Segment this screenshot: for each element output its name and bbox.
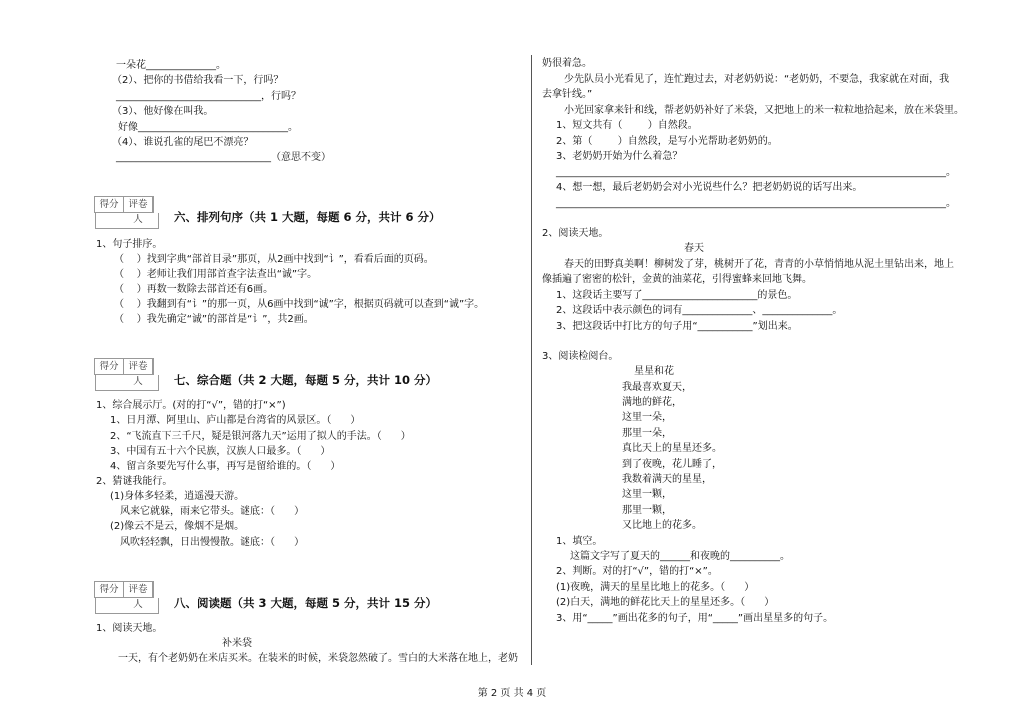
poem-line: 到了夜晚，花儿睡了，: [622, 459, 722, 470]
score-box: [94, 358, 154, 387]
passage-text: 春天的田野真美啊！柳树发了芽，桃树开了花，青青的小草悄悄地从泥土里钻出来，地上: [564, 259, 954, 270]
list-item: （ ）再数一数除去部首还有6画。: [114, 284, 274, 295]
answer-line: _______________________________（意思不变）: [116, 152, 331, 163]
question-line: 3、老奶奶开始为什么着急？: [556, 151, 683, 162]
list-item: 这篇文字写了夏天的______和夜晚的__________。: [570, 551, 790, 562]
score-label: 得分: [95, 359, 124, 374]
list-item: 2、这段话中表示颜色的词有______________、______________。: [556, 305, 843, 316]
poem-line: 这里一颗，: [622, 489, 672, 500]
question-line: 4、想一想，最后老奶奶会对小光说些什么？把老奶奶说的话写出来。: [556, 182, 863, 193]
story-text: 少先队员小光看见了，连忙跑过去，对老奶奶说：“老奶奶，不要急，我家就在对面，我: [564, 74, 950, 85]
reviewer-label: 评卷人: [124, 359, 153, 374]
score-label: 得分: [95, 197, 124, 212]
story-text: 一天，有个老奶奶在米店买米。在装米的时候，米袋忽然破了。雪白的大米落在地上，老奶: [118, 653, 518, 664]
reviewer-label: 评卷人: [124, 582, 153, 597]
list-item: 4、留言条要先写什么事，再写是留给谁的。（ ）: [110, 461, 341, 472]
score-box: [94, 196, 154, 225]
list-item: (2)像云不是云，像烟不是烟。: [110, 521, 245, 532]
list-item: 1、填空。: [556, 536, 603, 547]
poem-line: 满地的鲜花，: [622, 397, 682, 408]
answer-line: ______________________________________________________________________________。: [556, 198, 956, 209]
poem-line: 那里一朵，: [622, 428, 672, 439]
list-item: 3、用“_____”画出花多的句子，用“_____”画出星星多的句子。: [556, 613, 834, 624]
list-item: 2、“飞流直下三千尺，疑是银河落九天”运用了拟人的手法。（ ）: [110, 431, 411, 442]
question-line: 1、短文共有（ ）自然段。: [556, 120, 698, 131]
list-item: 2、判断。对的打“√”，错的打“×”。: [556, 566, 718, 577]
passage-title: 春天: [684, 243, 704, 254]
question-line: （3）、他好像在叫我。: [112, 106, 214, 117]
poem-line: 真比天上的星星还多。: [622, 443, 722, 454]
question-line: 1、句子排序。: [96, 239, 163, 250]
list-item: 3、中国有五十六个民族，汉族人口最多。（ ）: [110, 446, 331, 457]
list-item: (1)夜晚，满天的星星比地上的花多。（ ）: [556, 582, 755, 593]
answer-line: _____________________________，行吗？: [116, 91, 301, 102]
story-text: 小光回家拿来针和线，帮老奶奶补好了米袋，又把地上的米一粒粒地拾起来，放在米袋里。: [564, 105, 964, 116]
answer-line: ______________________________________________________________________________。: [556, 167, 956, 178]
passage-text: 像插遍了密密的松针，金黄的油菜花，引得蜜蜂来回地飞舞。: [542, 274, 812, 285]
reviewer-label: 评卷人: [124, 197, 153, 212]
poem-title: 星星和花: [634, 366, 674, 377]
list-item: （ ）我先确定“诚”的部首是“讠”，共2画。: [114, 314, 314, 325]
list-item: （ ）找到字典“部首目录”那页，从2画中找到“讠”，看看后面的页码。: [114, 254, 434, 265]
question-line: 1、阅读天地。: [96, 623, 163, 634]
list-item: 风来它就躲，雨来它带头。谜底：（ ）: [120, 506, 305, 517]
poem-line: 那里一颗，: [622, 505, 672, 516]
poem-line: 我数着满天的星星，: [622, 474, 712, 485]
question-line: 2、猜谜我能行。: [96, 476, 173, 487]
list-item: 3、把这段话中打比方的句子用“___________”划出来。: [556, 321, 798, 332]
question-line: （4）、谁说孔雀的尾巴不漂亮？: [112, 137, 254, 148]
question-line: 2、第（ ）自然段，是写小光帮助老奶奶的。: [556, 136, 778, 147]
list-item: (2)白天，满地的鲜花比天上的星星还多。（ ）: [556, 597, 775, 608]
score-box: [94, 581, 154, 610]
list-item: （ ）老师让我们用部首查字法查出“诚”字。: [114, 269, 318, 280]
story-text: 奶很着急。: [542, 58, 592, 69]
page-footer: 第 2 页 共 4 页: [477, 688, 547, 699]
story-text: 去拿针线。”: [542, 89, 593, 100]
section-title: 六、排列句序（共 1 大题，每题 6 分，共计 6 分）: [174, 210, 441, 224]
question-line: （2）、把你的书借给我看一下，行吗？: [112, 75, 284, 86]
section-title: 八、阅读题（共 3 大题，每题 5 分，共计 15 分）: [174, 596, 438, 610]
column-divider: [531, 55, 532, 665]
question-line: 3、阅读检阅台。: [542, 351, 619, 362]
poem-line: 这里一朵，: [622, 412, 672, 423]
question-line: 1、综合展示厅。(对的打“√”，错的打“×”): [96, 400, 286, 411]
list-item: (1)身体多轻柔，逍遥漫天游。: [110, 491, 245, 502]
list-item: （ ）我翻到有“讠”的那一页，从6画中找到“诚”字，根据页码就可以查到“诚”字。: [114, 299, 485, 310]
question-line: 2、阅读天地。: [542, 228, 609, 239]
score-label: 得分: [95, 582, 124, 597]
answer-line: 一朵花______________。: [116, 60, 226, 71]
poem-line: 又比地上的花多。: [622, 520, 702, 531]
poem-line: 我最喜欢夏天，: [622, 382, 692, 393]
section-title: 七、综合题（共 2 大题，每题 5 分，共计 10 分）: [174, 373, 438, 387]
story-title: 补米袋: [222, 638, 252, 649]
list-item: 风吹轻轻飘，日出慢慢散。谜底：（ ）: [120, 537, 305, 548]
answer-line: 好像______________________________。: [118, 122, 298, 133]
list-item: 1、日月潭、阿里山、庐山都是台湾省的风景区。（ ）: [110, 415, 361, 426]
list-item: 1、这段话主要写了_______________________的景色。: [556, 290, 798, 301]
